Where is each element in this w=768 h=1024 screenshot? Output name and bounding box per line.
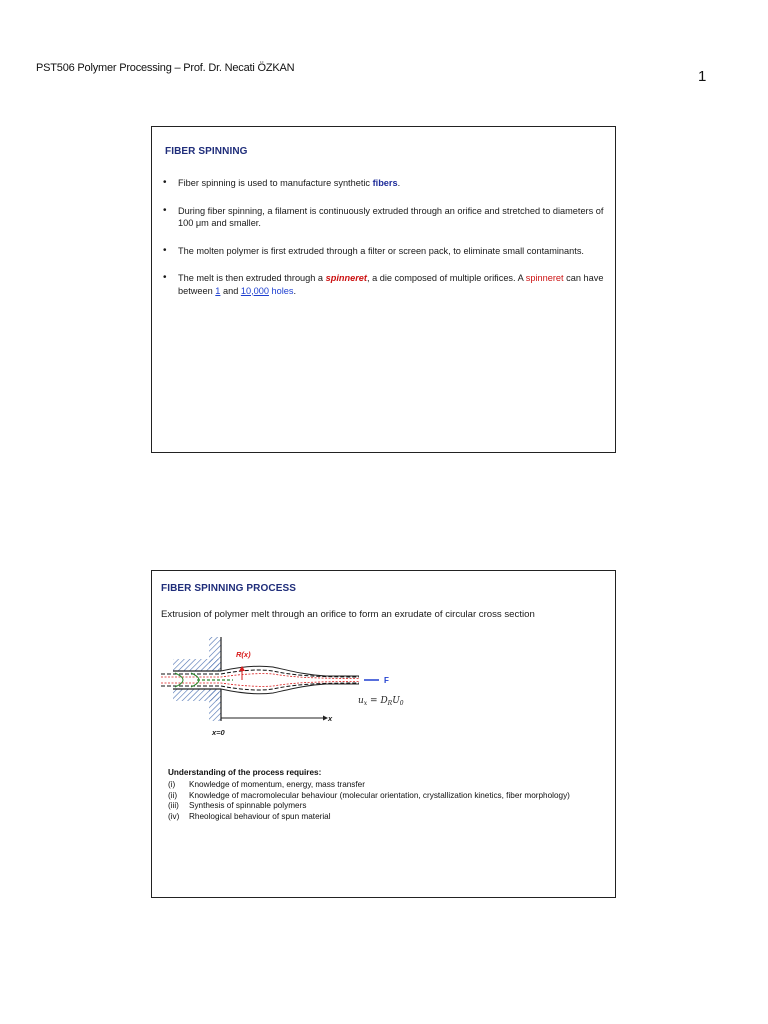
velocity-equation: $u_x = D_RU_0$	[358, 696, 404, 707]
bullet-item	[161, 205, 606, 230]
bullet-highlight: fibers	[372, 178, 398, 188]
requirement-item	[168, 812, 598, 823]
hole-count-max: 10,000	[240, 285, 269, 296]
requirement-text: Rheological behaviour of spun material	[189, 811, 331, 821]
bullet-list	[161, 177, 606, 312]
requirement-text: Knowledge of momentum, energy, mass transfer	[189, 780, 365, 789]
bullet-icon: •	[163, 177, 167, 188]
x-axis-label: x	[328, 714, 333, 723]
x-origin-label: x=0	[212, 728, 225, 737]
requirements-title: Understanding of the process requires:	[168, 768, 322, 777]
bullet-text: .	[293, 285, 297, 296]
slide-subtitle: Extrusion of polymer melt through an orifice to form an exrudate of circular cross section	[161, 609, 535, 620]
page-header: PST506 Polymer Processing – Prof. Dr. Necati ÖZKAN	[36, 62, 295, 74]
spinneret-term: spinneret	[325, 273, 367, 283]
bullet-text: can have between	[178, 273, 604, 296]
bullet-text: .	[397, 178, 401, 188]
requirement-item	[168, 791, 598, 802]
page-number: 1	[698, 68, 707, 85]
bullet-item	[161, 272, 606, 297]
die-face-top	[209, 637, 221, 671]
bullet-item	[161, 245, 606, 258]
bullet-text: Fiber spinning is used to manufacture synthetic	[178, 178, 373, 188]
requirements-list	[168, 780, 598, 822]
requirement-text: Knowledge of macromolecular behaviour (molecular orientation, crystallization kinetics, fiber morphology)	[189, 790, 570, 800]
requirement-text: Synthesis of spinnable polymers	[189, 801, 307, 810]
slide-fiber-spinning	[151, 126, 616, 453]
bullet-icon: •	[163, 272, 167, 283]
bullet-text: During fiber spinning, a filament is continuously extruded through an orifice and stretched to diameters of 100 μm and smaller.	[178, 205, 604, 228]
slide-fiber-spinning-process	[151, 570, 616, 898]
requirement-number: (iv)	[168, 811, 180, 821]
requirement-number: (i)	[168, 780, 176, 789]
bullet-text: The molten polymer is first extruded through a filter or screen pack, to eliminate small contaminants.	[178, 245, 584, 256]
requirement-item	[168, 780, 598, 791]
die-face-bottom	[209, 689, 221, 721]
slide-title: FIBER SPINNING PROCESS	[161, 583, 296, 594]
velocity-profile	[175, 673, 183, 687]
fiber-spinning-diagram	[161, 631, 421, 741]
requirement-item	[168, 801, 598, 812]
bullet-text: The melt is then extruded through a	[178, 273, 326, 283]
requirement-number: (iii)	[168, 801, 179, 810]
requirement-number: (ii)	[168, 790, 178, 800]
bullet-icon: •	[163, 204, 167, 216]
spinneret-term: spinneret	[525, 273, 564, 283]
holes-word: holes	[268, 285, 294, 296]
force-label: F	[384, 676, 389, 685]
hole-count-min: 1	[215, 285, 221, 296]
bullet-text: , a die composed of multiple orifices. A	[366, 273, 526, 283]
radius-label: R(x)	[236, 650, 251, 659]
slide-title: FIBER SPINNING	[165, 146, 248, 157]
bullet-item	[161, 177, 606, 190]
bullet-text: and	[220, 285, 241, 296]
bullet-icon: •	[163, 244, 167, 256]
